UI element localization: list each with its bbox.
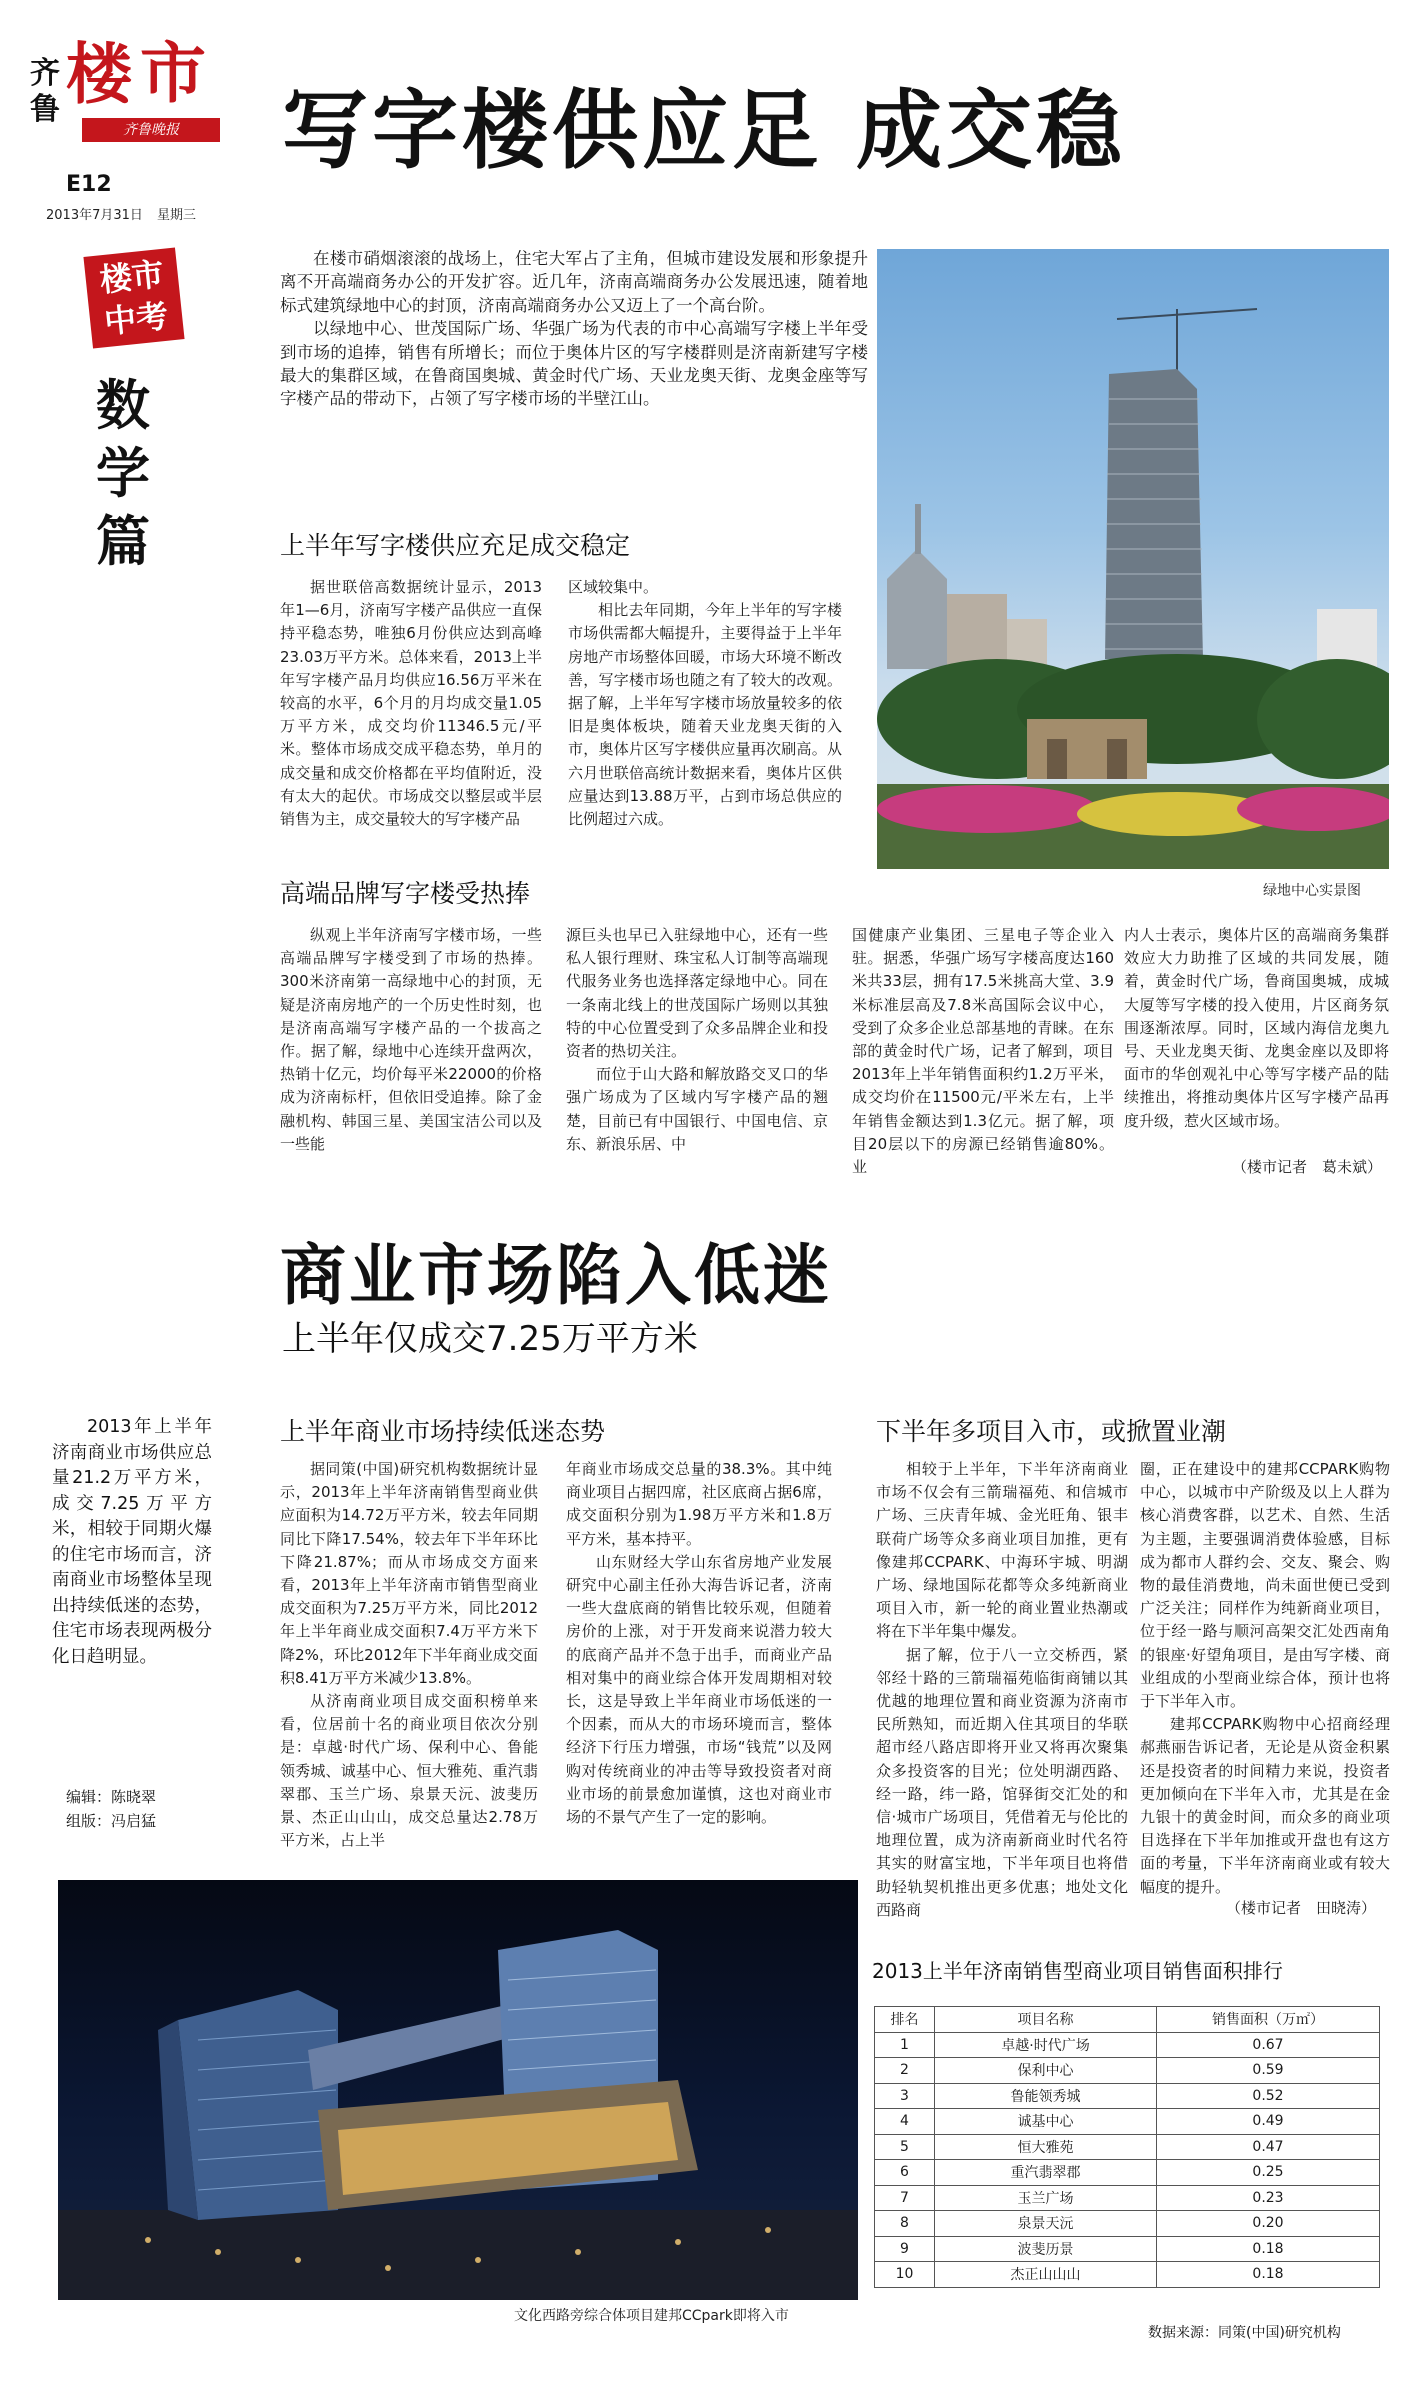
cell-project: 保利中心 [935,2058,1157,2084]
table-row [875,2236,1380,2262]
ranking-source: 数据来源：同策(中国)研究机构 [1148,2325,1341,2341]
logo-qi: 齐 [30,56,60,91]
ranking-title: 2013上半年济南销售型商业项目销售面积排行 [872,1959,1283,1983]
story1-sub2-heading: 高端品牌写字楼受热捧 [280,879,531,908]
table-row [875,2058,1380,2084]
logo-subbar [82,118,220,142]
paragraph: 相比去年同期，今年上半年的写字楼市场供需都大幅提升，主要得益于上半年房地产市场整体回暖，市场大环境不断改善，写字楼市场也随之有了较大的改观。据了解，上半年写字楼市场放量较多的依旧是奥体板块，随着天业龙奥天街的入市，奥体片区写字楼供应量再次刷高。从六月世联倍高统计数据来看，奥体片区供应量达到13.88万平，占到市场总供应的比例超过六成。 [568,601,842,829]
table-row [875,2032,1380,2058]
table-row [875,2160,1380,2186]
logo-sub-text: 齐鲁晚报 [123,122,179,138]
cell-area: 0.23 [1157,2185,1380,2211]
cell-rank: 1 [875,2032,935,2058]
cell-area: 0.49 [1157,2109,1380,2135]
cell-rank: 3 [875,2083,935,2109]
ranking-table-wrap [874,2006,1380,2288]
header-area: 销售面积（万㎡） [1157,2007,1380,2033]
paragraph: 山东财经大学山东省房地产业发展研究中心副主任孙大海告诉记者，济南一些大盘底商的销售比较乐观，但随着房价的上涨，对于开发商来说潜力较大的底商产品并不急于出手，而商业产品相对集中的商业综合体开发周期相对较长，这是导致上半年商业市场低迷的一个因素，而从大的市场环境而言，整体经济下行压力增强，市场“钱荒”以及网购对传统商业的冲击等导致投资者对商业市场的前景愈加谨慎，这也对商业市场的不景气产生了一定的影响。 [566,1552,832,1827]
story2-sidebar: 2013年上半年济南商业市场供应总量21.2万平方米，成交7.25万平方米，相较于同期火爆的住宅市场而言，济南商业市场整体呈现出持续低迷的态势，住宅市场表现两极分化日趋明显。 [52,1417,212,1667]
paragraph: 从济南商业项目成交面积榜单来看，位居前十名的商业项目依次分别是：卓越·时代广场、保利中心、鲁能领秀城、诚基中心、恒大雅苑、重汽翡翠郡、玉兰广场、泉景天沅、波斐历景、杰正山山山，成交总量达2.78万平方米，占上半 [280,1692,538,1850]
story1-sub1-col2 [568,576,842,831]
lead-paragraph: 以绿地中心、世茂国际广场、华强广场为代表的市中心高端写字楼上半年受到市场的追捧，销售有所增长；而位于奥体片区的写字楼群则是济南新建写字楼最大的集群区域，在鲁商国奥城、黄金时代广场、天业龙奥天街、龙奥金座等写字楼产品的带动下，占领了写字楼市场的半壁江山。 [280,319,868,409]
stamp-line2: 中考 [102,296,171,342]
story1-sub1-heading: 上半年写字楼供应充足成交稳定 [280,531,631,560]
date-text: 2013年7月31日 [46,208,143,223]
cell-area: 0.20 [1157,2211,1380,2237]
story1-byline: （楼市记者 葛未斌） [1232,1158,1383,1176]
story1-sub2-col3 [852,924,1114,1179]
cell-project: 诚基中心 [935,2109,1157,2135]
cell-area: 0.67 [1157,2032,1380,2058]
paragraph: 源巨头也早已入驻绿地中心，还有一些私人银行理财、珠宝私人订制等高端现代服务业务也选择落定绿地中心。同在一条南北线上的世茂国际广场则以其独特的中心位置受到了众多品牌企业和投资者的热切关注。 [566,926,828,1061]
logo-lou: 楼 [66,35,132,113]
photo-svg [877,249,1389,869]
story1-sub2-col4 [1124,924,1389,1133]
paragraph: 相较于上半年，下半年济南商业市场不仅会有三箭瑞福苑、和信城市广场、三庆青年城、金光旺角、银丰联荷广场等众多商业项目加推，更有像建邦CCPARK、中海环宇城、明湖广场、绿地国际花都等众多纯新商业项目入市，新一轮的商业置业热潮或将在下半年集中爆发。 [876,1460,1128,1641]
cell-area: 0.18 [1157,2236,1380,2262]
greenland-center-photo [877,249,1389,869]
cell-project: 恒大雅苑 [935,2134,1157,2160]
render-caption: 文化西路旁综合体项目建邦CCpark即将入市 [514,2308,789,2324]
paragraph: 区域较集中。 [568,578,659,596]
column-stamp [83,247,184,348]
cell-area: 0.59 [1157,2058,1380,2084]
cell-area: 0.25 [1157,2160,1380,2186]
story2-sub1-col2 [566,1458,832,1829]
story1-lead [280,247,868,411]
story2-headline: 商业市场陷入低迷 [280,1237,832,1314]
paragraph: 据同策(中国)研究机构数据统计显示，2013年上半年济南销售型商业供应面积为14.72万平方米，较去年同期同比下降17.54%，较去年下半年环比下降21.87%；而从市场成交方面来看，2013年上半年济南市销售型商业成交面积为7.25万平方米，同比2012年上半年商业成交面积7.4万平方米下降2%，环比2012年下半年商业成交面积8.41万平方米减少13.8%。 [280,1460,538,1687]
table-row [875,2185,1380,2211]
cell-rank: 4 [875,2109,935,2135]
paragraph: 而位于山大路和解放路交叉口的华强广场成为了区域内写字楼产品的翘楚，目前已有中国银行、中国电信、京东、新浪乐居、中 [566,1065,828,1153]
cell-project: 泉景天沅 [935,2211,1157,2237]
story1-sub2-col2 [566,924,828,1156]
render-svg [58,1880,858,2300]
cell-rank: 10 [875,2262,935,2288]
cell-project: 重汽翡翠郡 [935,2160,1157,2186]
cell-area: 0.47 [1157,2134,1380,2160]
table-row [875,2211,1380,2237]
logo-lu: 鲁 [30,92,60,127]
editor-credit: 编辑：陈晓翠 [66,1788,157,1806]
table-header-row [875,2007,1380,2033]
table-row [875,2083,1380,2109]
cell-rank: 6 [875,2160,935,2186]
cell-area: 0.18 [1157,2262,1380,2288]
lead-paragraph: 在楼市硝烟滚滚的战场上，住宅大军占了主角，但城市建设发展和形象提升离不开高端商务办公的开发扩容。近几年，济南高端商务办公发展迅速，随着地标式建筑绿地中心的封顶，济南高端商务办公又迈上了一个高台阶。 [280,249,868,315]
logo-shi: 市 [140,35,206,112]
cell-rank: 9 [875,2236,935,2262]
story2-byline: （楼市记者 田晓涛） [1226,1899,1377,1917]
cell-project: 波斐历景 [935,2236,1157,2262]
masthead [30,34,230,164]
header-project: 项目名称 [935,2007,1157,2033]
ranking-table [874,2006,1380,2288]
issue-date [46,204,196,223]
paragraph: 纵观上半年济南写字楼市场，一些高端品牌写字楼受到了市场的热捧。300米济南第一高绿地中心的封顶，无疑是济南房地产的一个历史性时刻，也是济南高端写字楼产品的一个拔高之作。据了解，绿地中心连续开盘两次，热销十亿元，均价每平米22000的价格成为济南标杆，但依旧受追捧。除了金融机构、韩国三星、美国宝洁公司以及一些能 [280,926,542,1153]
paragraph: 年商业市场成交总量的38.3%。其中纯商业项目占据四席，社区底商占据6席，成交面积分别为1.98万平方米和1.8万平方米，基本持平。 [566,1460,832,1548]
photo-caption: 绿地中心实景图 [1263,883,1361,899]
cell-project: 鲁能领秀城 [935,2083,1157,2109]
cell-rank: 7 [875,2185,935,2211]
table-row [875,2109,1380,2135]
paragraph: 内人士表示，奥体片区的高端商务集群效应大力助推了区域的共同发展，随着，黄金时代广场，鲁商国奥城，成城大厦等写字楼的投入使用，片区商务氛围逐渐浓厚。同时，区域内海信龙奥九号、天业龙奥天街、龙奥金座以及即将面市的华创观礼中心等写字楼产品的陆续推出，将推动奥体片区写字楼产品再度升级，惹火区域市场。 [1124,926,1389,1130]
stamp-line1: 楼市 [97,254,166,300]
cell-project: 杰正山山山 [935,2262,1157,2288]
designer-credit: 组版：冯启猛 [66,1812,157,1830]
weekday-text: 星期三 [157,208,197,223]
cell-rank: 8 [875,2211,935,2237]
cell-rank: 5 [875,2134,935,2160]
paragraph: 圈，正在建设中的建邦CCPARK购物中心，以城市中产阶级及以上人群为核心消费客群，以艺术、自然、生活为主题，主要强调消费体验感，目标成为都市人群约会、交友、聚会、购物的最佳消费地，尚未面世便已受到广泛关注；同样作为纯新商业项目，位于经一路与顺河高架交汇处西南角的银座·好望角项目，是由写字楼、商业组成的小型商业综合体，预计也将于下半年入市。 [1140,1460,1390,1711]
ccpark-render-image [58,1880,858,2300]
story2-sub1-col1 [280,1458,538,1852]
page-number: E12 [66,172,112,197]
story1-sub1-col1 [280,576,542,831]
paragraph: 据世联倍高数据统计显示，2013年1—6月，济南写字楼产品供应一直保持平稳态势，唯独6月份供应达到高峰23.03万平方米。总体来看，2013上半年写字楼产品月均供应16.56万平米在较高的水平，6个月的月均成交量1.05万平方米，成交均价11346.5元/平米。整体市场成交成平稳态势，单月的成交量和成交价格都在平均值附近，没有太大的起伏。市场成交以整层或半层销售为主，成交量较大的写字楼产品 [280,578,542,829]
cell-rank: 2 [875,2058,935,2084]
section-name: 数学篇 [96,374,150,573]
header-rank: 排名 [875,2007,935,2033]
cell-project: 卓越·时代广场 [935,2032,1157,2058]
story2-subhead: 上半年仅成交7.25万平方米 [282,1319,698,1359]
cell-project: 玉兰广场 [935,2185,1157,2211]
table-row [875,2262,1380,2288]
story2-sub2-col1 [876,1458,1128,1922]
paragraph: 国健康产业集团、三星电子等企业入驻。据悉，华强广场写字楼高度达160米共33层，拥有17.5米挑高大堂、3.9米标准层高及7.8米高国际会议中心，受到了众多企业总部基地的青睐。在东部的黄金时代广场，记者了解到，项目2013年上半年销售面积约1.2万平米，成交均价在11500元/平米左右，上半年销售金额达到1.3亿元。据了解，项目20层以下的房源已经销售逾80%。业 [852,926,1114,1177]
cell-area: 0.52 [1157,2083,1380,2109]
story2-sub2-heading: 下半年多项目入市，或掀置业潮 [876,1417,1227,1446]
table-row [875,2134,1380,2160]
paragraph: 据了解，位于八一立交桥西，紧邻经十路的三箭瑞福苑临街商铺以其优越的地理位置和商业资源为济南市民所熟知，而近期入住其项目的华联超市经八路店即将开业又将再次聚集众多投资客的目光；位处明湖西路、经一路，纬一路，馆驿街交汇处的和信·城市广场项目，凭借着无与伦比的地理位置，成为济南新商业时代名符其实的财富宝地，下半年项目也将借助轻轨契机推出更多优惠；地处文化西路商 [876,1645,1128,1919]
story2-sub1-heading: 上半年商业市场持续低迷态势 [280,1417,606,1446]
story1-sub2-col1 [280,924,542,1156]
paragraph: 建邦CCPARK购物中心招商经理郝燕丽告诉记者，无论是从资金积累还是投资者的时间精力来说，投资者更加倾向在下半年入市，尤其是在金九银十的黄金时间，而众多的商业项目选择在下半年加推或开盘也有这方面的考量，下半年济南商业或有较大幅度的提升。 [1140,1715,1390,1896]
story2-sub2-col2 [1140,1458,1390,1899]
story1-headline: 写字楼供应足 成交稳 [282,81,1126,181]
